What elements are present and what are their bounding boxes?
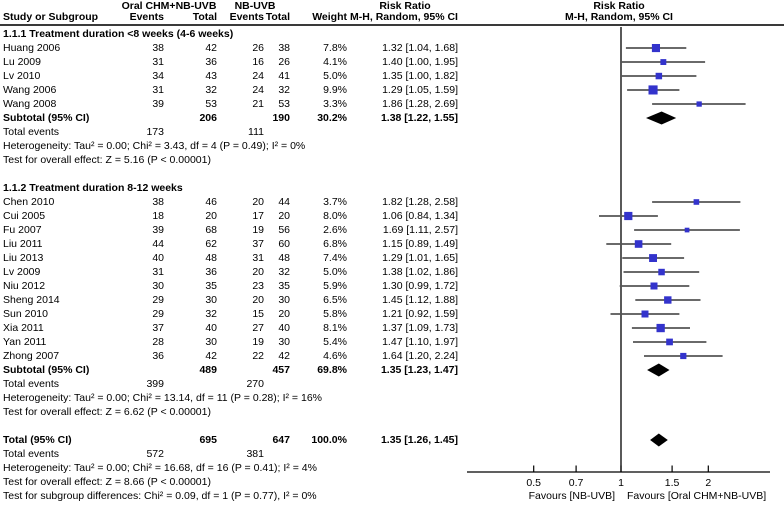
events-control: 17	[252, 210, 264, 222]
study-label: Liu 2011	[3, 238, 43, 250]
study-row	[0, 55, 784, 69]
favours-right-label: Favours [Oral CHM+NB-UVB]	[627, 490, 767, 502]
heterogeneity-text: Heterogeneity: Tau² = 0.00; Chi² = 16.68, df = 16 (P = 0.41); I² = 4%	[3, 462, 317, 474]
rr-ci-text: 1.40 [1.00, 1.95]	[382, 56, 458, 68]
events-treatment: 18	[152, 210, 164, 222]
subgroup-difference-text	[0, 489, 784, 503]
study-row	[0, 307, 784, 321]
study-row	[0, 41, 784, 55]
events-control: 15	[252, 308, 264, 320]
total-control: 30	[278, 336, 290, 348]
weight-value: 6.8%	[323, 238, 347, 250]
col-weight-header: Weight	[312, 11, 347, 23]
heterogeneity-text: Heterogeneity: Tau² = 0.00; Chi² = 3.43, df = 4 (P = 0.49); I² = 0%	[3, 140, 306, 152]
events-control: 20	[252, 266, 264, 278]
weight-value: 6.5%	[323, 294, 347, 306]
events-control: 111	[248, 126, 264, 138]
study-label: Niu 2012	[3, 280, 46, 292]
treatment-group-header: Oral CHM+NB-UVB	[121, 0, 217, 12]
weight-value: 2.6%	[323, 224, 347, 236]
study-label: Huang 2006	[3, 42, 61, 54]
study-row	[0, 97, 784, 111]
weight-value: 5.0%	[323, 266, 347, 278]
col-total2-header: Total	[265, 11, 290, 23]
total-treatment: 43	[205, 70, 217, 82]
study-label: Sun 2010	[3, 308, 48, 320]
events-control: 26	[252, 42, 264, 54]
total-treatment: 32	[205, 84, 217, 96]
rr-ci-text: 1.45 [1.12, 1.88]	[382, 294, 458, 306]
total-control: 38	[278, 42, 290, 54]
events-control: 24	[252, 70, 264, 82]
weight-value: 4.6%	[323, 350, 347, 362]
study-label: Lu 2009	[3, 56, 41, 68]
study-row	[0, 209, 784, 223]
weight-value: 7.8%	[323, 42, 347, 54]
events-control: 27	[252, 322, 264, 334]
study-row	[0, 349, 784, 363]
total-events-label: Total events	[3, 448, 60, 460]
rr-ci-text: 1.38 [1.02, 1.86]	[382, 266, 458, 278]
weight-value: 5.4%	[323, 336, 347, 348]
events-control: 20	[252, 196, 264, 208]
rr-ci-text: 1.29 [1.01, 1.65]	[382, 252, 458, 264]
risk-ratio-text-header: Risk Ratio	[379, 0, 431, 12]
overall-effect-text	[0, 405, 784, 419]
total-treatment: 30	[205, 294, 217, 306]
total-control: 20	[278, 210, 290, 222]
overall-effect-text: Test for overall effect: Z = 8.66 (P < 0.00001)	[3, 476, 211, 488]
total-control: 20	[278, 308, 290, 320]
weight-value: 5.9%	[323, 280, 347, 292]
weight-value: 4.1%	[323, 56, 347, 68]
total-control: 48	[278, 252, 290, 264]
events-control: 16	[252, 56, 264, 68]
total-control: 190	[272, 112, 290, 124]
events-treatment: 38	[152, 42, 164, 54]
header-divider	[0, 24, 784, 26]
col-total1-header: Total	[192, 11, 217, 23]
study-row	[0, 279, 784, 293]
pooled-label: Total (95% CI)	[3, 434, 72, 446]
total-treatment: 206	[199, 112, 217, 124]
total-control: 56	[278, 224, 290, 236]
total-treatment: 68	[205, 224, 217, 236]
events-treatment: 572	[146, 448, 164, 460]
total-control: 60	[278, 238, 290, 250]
events-treatment: 31	[152, 84, 164, 96]
rr-ci-text: 1.35 [1.26, 1.45]	[380, 434, 458, 446]
col-events2-header: Events	[229, 11, 264, 23]
weight-value: 9.9%	[323, 84, 347, 96]
table-row	[0, 447, 784, 461]
total-control: 26	[278, 56, 290, 68]
weight-value: 7.4%	[323, 252, 347, 264]
total-treatment: 489	[199, 364, 217, 376]
rr-ci-text: 1.32 [1.04, 1.68]	[382, 42, 458, 54]
total-control: 30	[278, 294, 290, 306]
overall-effect-text	[0, 475, 784, 489]
total-control: 647	[272, 434, 290, 446]
total-treatment: 40	[205, 322, 217, 334]
weight-value: 100.0%	[311, 434, 347, 446]
heterogeneity-text	[0, 461, 784, 475]
study-label: Xia 2011	[3, 322, 44, 334]
total-treatment: 695	[199, 434, 217, 446]
rr-ci-text: 1.82 [1.28, 2.58]	[382, 196, 458, 208]
study-label: Chen 2010	[3, 196, 55, 208]
study-row	[0, 195, 784, 209]
total-events-label: Total events	[3, 126, 60, 138]
events-treatment: 36	[152, 350, 164, 362]
study-row	[0, 69, 784, 83]
overall-effect-text	[0, 153, 784, 167]
heterogeneity-text	[0, 391, 784, 405]
total-treatment: 36	[205, 266, 217, 278]
subgroup-difference-text: Test for subgroup differences: Chi² = 0.09, df = 1 (P = 0.77), I² = 0%	[3, 490, 317, 502]
control-group-header: NB-UVB	[234, 0, 276, 12]
events-treatment: 31	[152, 56, 164, 68]
total-treatment: 62	[205, 238, 217, 250]
events-control: 19	[252, 336, 264, 348]
rr-ci-text: 1.64 [1.20, 2.24]	[382, 350, 458, 362]
events-control: 22	[252, 350, 264, 362]
subtotal-row	[0, 111, 784, 125]
events-treatment: 40	[152, 252, 164, 264]
events-control: 270	[246, 378, 264, 390]
table-row	[0, 27, 784, 41]
events-treatment: 28	[152, 336, 164, 348]
weight-value: 8.0%	[323, 210, 347, 222]
total-control: 457	[272, 364, 290, 376]
events-treatment: 399	[146, 378, 164, 390]
study-label: Zhong 2007	[3, 350, 60, 362]
study-label: Cui 2005	[3, 210, 46, 222]
forest-table-rows	[0, 27, 784, 503]
total-control: 32	[278, 266, 290, 278]
overall-effect-text: Test for overall effect: Z = 6.62 (P < 0.00001)	[3, 406, 211, 418]
study-row	[0, 237, 784, 251]
col-events1-header: Events	[129, 11, 164, 23]
events-treatment: 173	[146, 126, 164, 138]
study-label: Sheng 2014	[3, 294, 60, 306]
subgroup-header: 1.1.2 Treatment duration 8-12 weeks	[3, 182, 183, 194]
events-treatment: 29	[152, 294, 164, 306]
total-treatment: 53	[205, 98, 217, 110]
subgroup-header: 1.1.1 Treatment duration <8 weeks (4-6 weeks)	[3, 28, 234, 40]
study-label: Lv 2009	[3, 266, 41, 278]
study-row	[0, 83, 784, 97]
rr-ci-text: 1.38 [1.22, 1.55]	[380, 112, 458, 124]
study-row	[0, 265, 784, 279]
study-label: Fu 2007	[3, 224, 42, 236]
study-label: Yan 2011	[3, 336, 47, 348]
total-control: 32	[278, 84, 290, 96]
study-row	[0, 223, 784, 237]
total-treatment: 35	[205, 280, 217, 292]
total-treatment: 42	[205, 42, 217, 54]
rr-ci-text: 1.29 [1.05, 1.59]	[382, 84, 458, 96]
weight-value: 30.2%	[317, 112, 347, 124]
weight-value: 5.8%	[323, 308, 347, 320]
total-treatment: 32	[205, 308, 217, 320]
table-row	[0, 377, 784, 391]
rr-ci-text: 1.06 [0.84, 1.34]	[382, 210, 458, 222]
total-treatment: 42	[205, 350, 217, 362]
total-treatment: 36	[205, 56, 217, 68]
axis-tick-label: 2	[705, 477, 712, 489]
events-treatment: 44	[152, 238, 164, 250]
total-treatment: 20	[205, 210, 217, 222]
events-treatment: 38	[152, 196, 164, 208]
study-label: Lv 2010	[3, 70, 41, 82]
total-control: 53	[278, 98, 290, 110]
study-row	[0, 321, 784, 335]
total-control: 41	[278, 70, 290, 82]
rr-ci-text: 1.86 [1.28, 2.69]	[382, 98, 458, 110]
heterogeneity-text: Heterogeneity: Tau² = 0.00; Chi² = 13.14, df = 11 (P = 0.28); I² = 16%	[3, 392, 322, 404]
events-control: 31	[252, 252, 264, 264]
rr-ci-text: 1.35 [1.00, 1.82]	[382, 70, 458, 82]
rr-ci-text: 1.30 [0.99, 1.72]	[382, 280, 458, 292]
table-row	[0, 125, 784, 139]
axis-tick-label: 0.5	[526, 477, 542, 489]
col-mh-text-header: M-H, Random, 95% CI	[350, 11, 458, 23]
col-mh-plot-header: M-H, Random, 95% CI	[565, 11, 673, 23]
total-row	[0, 433, 784, 447]
events-treatment: 31	[152, 266, 164, 278]
total-treatment: 46	[205, 196, 217, 208]
events-control: 24	[252, 84, 264, 96]
events-treatment: 29	[152, 308, 164, 320]
events-control: 381	[246, 448, 264, 460]
study-row	[0, 335, 784, 349]
events-treatment: 34	[152, 70, 164, 82]
spacer-row	[0, 167, 784, 181]
study-row	[0, 251, 784, 265]
col-study-header: Study or Subgroup	[3, 11, 99, 23]
total-control: 44	[278, 196, 290, 208]
weight-value: 3.7%	[323, 196, 347, 208]
events-control: 23	[252, 280, 264, 292]
rr-ci-text: 1.21 [0.92, 1.59]	[382, 308, 458, 320]
axis-tick-label: 0.7	[568, 477, 584, 489]
study-label: Wang 2008	[3, 98, 57, 110]
weight-value: 3.3%	[323, 98, 347, 110]
pooled-label: Subtotal (95% CI)	[3, 364, 90, 376]
total-control: 40	[278, 322, 290, 334]
total-events-label: Total events	[3, 378, 60, 390]
total-control: 42	[278, 350, 290, 362]
total-treatment: 48	[205, 252, 217, 264]
events-control: 37	[252, 238, 264, 250]
rr-ci-text: 1.35 [1.23, 1.47]	[380, 364, 458, 376]
subtotal-row	[0, 363, 784, 377]
total-control: 35	[278, 280, 290, 292]
events-treatment: 39	[152, 224, 164, 236]
study-label: Liu 2013	[3, 252, 44, 264]
spacer-row	[0, 419, 784, 433]
rr-ci-text: 1.15 [0.89, 1.49]	[382, 238, 458, 250]
events-control: 21	[252, 98, 264, 110]
study-row	[0, 293, 784, 307]
weight-value: 8.1%	[323, 322, 347, 334]
study-label: Wang 2006	[3, 84, 57, 96]
pooled-label: Subtotal (95% CI)	[3, 112, 90, 124]
weight-value: 69.8%	[317, 364, 347, 376]
events-control: 19	[252, 224, 264, 236]
events-treatment: 37	[152, 322, 164, 334]
rr-ci-text: 1.37 [1.09, 1.73]	[382, 322, 458, 334]
rr-ci-text: 1.47 [1.10, 1.97]	[382, 336, 458, 348]
total-treatment: 30	[205, 336, 217, 348]
favours-left-label: Favours [NB-UVB]	[528, 490, 615, 502]
axis-tick-label: 1.5	[664, 477, 680, 489]
axis-tick-label: 1	[618, 477, 624, 489]
risk-ratio-plot-header: Risk Ratio	[593, 0, 645, 12]
events-treatment: 30	[152, 280, 164, 292]
table-row	[0, 181, 784, 195]
events-control: 20	[252, 294, 264, 306]
events-treatment: 39	[152, 98, 164, 110]
overall-effect-text: Test for overall effect: Z = 5.16 (P < 0.00001)	[3, 154, 211, 166]
rr-ci-text: 1.69 [1.11, 2.57]	[382, 224, 458, 236]
heterogeneity-text	[0, 139, 784, 153]
weight-value: 5.0%	[323, 70, 347, 82]
